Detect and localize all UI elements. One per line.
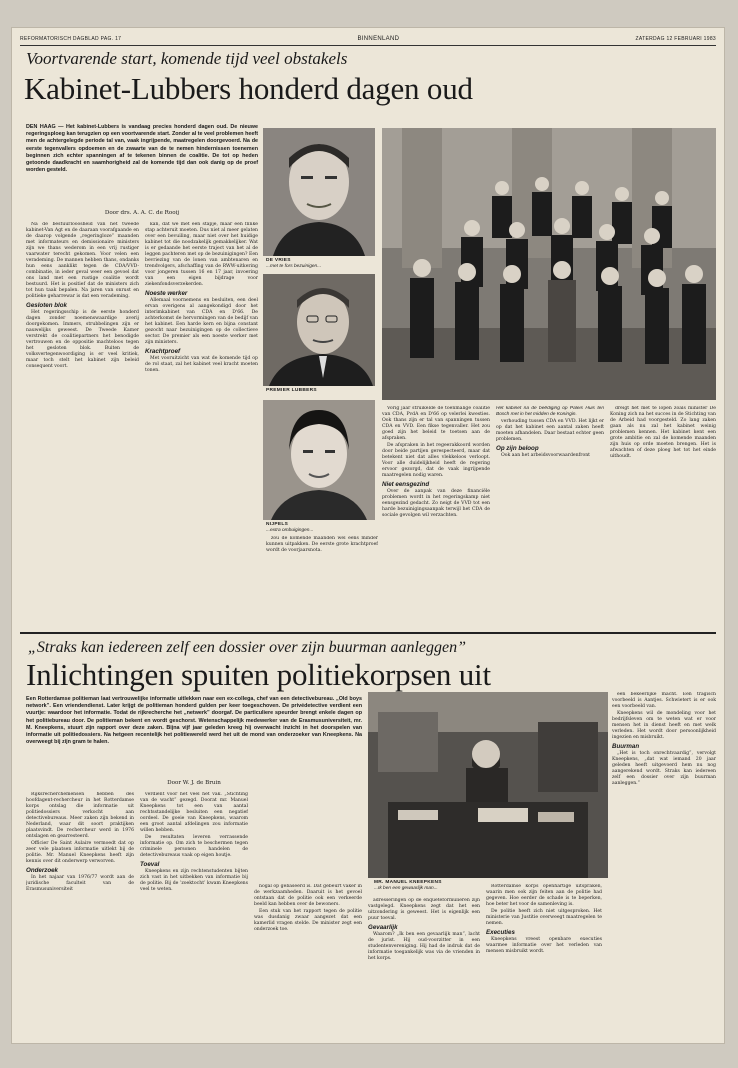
article1-column-2 [145, 222, 258, 626]
photo-cabinet-group [382, 128, 716, 400]
article2-kicker: „Straks kan iedereen zelf een dossier over zijn buurman aanleggen” [28, 639, 467, 656]
paragraph: Vorig jaar struikelde de toenmalige coalitie van CDA, PvdA en D'66 op velerlei kwesties. Ook thans zijn er tal van spanningen tussen CDA en VVD. Een fikse tegenvaller. Het zou goed zijn het beleid te toetsen aan de afspraken. [382, 406, 490, 441]
paragraph: Met vooruitzicht van wat de komende tijd op de rol staat, zal het kabinet veel kracht moeten tonen. [145, 356, 258, 373]
article2-headline: Inlichtingen spuiten politiekorpsen uit [26, 657, 491, 692]
caption-name: PREMIER LUBBERS [266, 388, 317, 393]
paragraph: Waarom? „Ik ben een gevaarlijk man”, lacht de jurist. Hij oud-voorzitter in een studentenvereniging. Hij had de indruk dat de informatie toegankelijk was via de vrienden in het korps. [368, 932, 480, 961]
caption-name: DE VRIES [266, 258, 291, 263]
subheading: Gevaarlijk [368, 924, 398, 931]
paragraph: Ook aan het arbeidsvoorwaardenfront [501, 452, 591, 458]
kneepkens-photo [368, 692, 608, 878]
subheading: Noeste werker [145, 290, 188, 297]
article2-column-3 [254, 884, 362, 1036]
header-date: ZATERDAG 12 FEBRUARI 1983 [635, 36, 716, 42]
caption-quote: ...met te fors bezuinigen... [266, 263, 322, 269]
paragraph: De afspraken in het regeerakkoord worden door beide partijen gerespecteerd, maar dat betekent niet dat alles vlekkeloos verloopt. Voor alle duidelijkheid heeft de regering ervoor gezorgd, dat de vaak ingrijpende maatregelen nodig waren. [382, 443, 490, 478]
caption-name: NIJPELS [266, 522, 289, 527]
article-divider [20, 632, 716, 634]
paragraph: Rotterdamse korps openhartige uitspraken, waarin men ook zijn feiten aan de politie had gegeven. Hoe eerder de schade is te beperken, hoe beter het voor de samenleving is. [486, 884, 602, 907]
header-rule [20, 45, 716, 46]
caption-quote: ...extra ombuigingen... [266, 527, 314, 533]
paragraph: Het regeringsschip is de eerste honderd dagen zonder noemenswaardige averij doorgekomen. Immers, strubbelingen zijn er nauwelijks geweest. De Tweede Kamer verstrekt de coalitiepartners het benodigde vertrouwen en de oppositie machteloos tegen het gesloten blok. Buiten de volksvertegenwoordiging is er veel kritiek, maar toch stelt het kabinet zijn beleid consequent voort. [26, 310, 139, 369]
paragraph: Kneepkens en zijn rechtenstudenten bijten zich vast in het uitbekken van informatie bij de politie. Bij de ‘zoektocht’ kwam Kneepkens veel te weten. [140, 869, 248, 892]
caption-lubbers [266, 388, 376, 394]
paragraph: Officier De Saint Aulaire vermoedt dat op zeer vele plaatsen informatie uitlekt bij de politie. Mr. Manuel Kneepkens heeft zijn kennis over dit onderwerp verworven. [26, 841, 134, 864]
paragraph: adresseringen op de enquêteformulieren zijn vastgelegd. Kneepkens zegt dat het een uitzondering is geweest. Het is eigenlijk een puur toeval. [368, 898, 480, 921]
article2-column-6 [612, 692, 716, 1036]
subheading: Krachtproef [145, 348, 181, 355]
subheading: Toeval [140, 861, 160, 868]
paragraph: Rijksrecherchemensen hebben des hoofdagent-rechercheur in het Rotterdamse korps ontslag die informatie uit politiedossiers verkocht aan detectivebureaus. Meer zaken zijn bekend in Nederland, waar dit soort praktijken plaatsvindt. De rechercheur werd in 1976 ontslagen en gearresteerd. [26, 792, 134, 839]
paragraph: Na de bestuurlooosheid van het tweede kabinet-Van Agt en de daaraan voorafgaande en de daarop volgende „regeringloze” maanden met informateurs en demissionaire ministers zijn we thans wederom in een vrij rustiger vaarwater terecht gekomen. Voor velen een verademing. De mannen hebben thans, ondanks hun eens aanklikt tegen de CDA/VVD-combinatie, in ieder geval weer een gevoel dat ons land met een rustige coalitie wordt bestuurd. Het is positief dat de ministers zich tot hun taak bepalen. Na jaren van onrust en politieke geharrewar is dat een verademing. [26, 222, 139, 299]
caption-kneepkens [374, 880, 474, 892]
group-photo-caption: Het kabinet na de beëdiging op Paleis Huis ten Bosch met in het midden de Koningin. [496, 406, 604, 417]
caption-quote: ...Ik ben een gewaarlijk man... [374, 885, 438, 891]
paragraph: een bekeerlijke macht. Een tragisch voorbeeld is Aantjes. Schwietert is er ook een voorbeeld van. [612, 692, 716, 709]
paragraph: Over de aanpak van deze financiële problemen wordt in het regeringskamp niet eensgezind gedacht. Zo neigt de VVD tot een harde bezuinigingsaanpak terwijl het CDA de sociale gevolgen wil verzachten. [382, 489, 490, 518]
paragraph: kan, dat we met een stapje, maar een flinke stap achteruit moeten. Dus niet al meer gelaten over een bevuiling, maar niet over het huidige kabinet tot die noodzakelijk gemakkelijker. Wat is er gedaande het eerste traject van het al de leggen pachteren met op de bezuinigingen? Een bevriezing van de lonen van ambtenaren en trendvolgers, afschaffing van de RWW-uitkering voor jongeren tussen 16 en 17 jaar, invoering van een eigen bijdrage voor ziekenfondsverzekerden. [145, 222, 258, 287]
article1-byline: Door drs. A. A. C. de Rooij [104, 210, 180, 216]
photo-de-vries [263, 128, 375, 256]
paragraph: verdient voor het veel het vak. „Stichting van de wacht” gezegd. Doorat mr. Manuel Kneepkens tot een van aantal rechtsstandelijke besluiten een negatief oordeel. De goeie van Kneepkens, waarom een groot aantal afdelingen zou informatie willen hebben. [140, 792, 248, 833]
subheading: Onderzoek [26, 867, 58, 874]
article1-column-4 [382, 406, 490, 626]
photo-lubbers [263, 274, 375, 386]
paragraph: De resultaten leveren verrassende informatie op. Om zich te beschermen tegen criminele personen handelen de detectivebureaus vaak op eigen houtje. [140, 835, 248, 858]
paragraph: „Het is toch onrechtvaardig”, vervolgt Kneepkens, „dat wat iemand 20 jaar geleden heeft uitgevoerd hem nu nog aangerekend wordt. Straks kan iedereen zelf een dossier over zijn buurman aanleggen.” [612, 751, 716, 786]
photo-nijpels [263, 400, 375, 520]
paragraph: Allemaal voornemens en besluiten, een deel ervan overigens al aangekondigd door het interimkabinet van CDA en D'66. De achterkomst de hervormingen van de bedijf van het kabinet. Een harde kern en bijna constant gezocht naar bezuinigingen op de collectieve sector. De premier als een noeste werker met zijn ministers. [145, 298, 258, 345]
article2-column-1 [26, 792, 134, 1036]
paragraph: zou de komende maanden wel eens minder kunnen uitpakken. De eerste grote krachtproef wordt de voorjaarsnota. [266, 536, 378, 553]
subheading: Gesloten blok [26, 302, 67, 309]
caption-de-vries [266, 258, 376, 270]
article1-headline: Kabinet-Lubbers honderd dagen oud [24, 71, 473, 106]
caption-name: MR. MANUEL KNEEPKENS [374, 880, 442, 885]
newspaper-page [12, 28, 724, 1043]
paragraph: nogal op gebaseerd is. Dat gebeurt vaker in de werkzaamheden. Daaruit is het gevoel ontstaan dat de politie ook een verkeerde beeld kan hebben over de bewoners. [254, 884, 362, 907]
article2-column-4 [368, 898, 480, 1036]
article1-column-1 [26, 222, 139, 626]
nijpels-portrait [263, 400, 375, 520]
article2-byline: Door W. J. de Bruin [167, 780, 221, 786]
paragraph: Kneepkens vreest openbare executies waarmee informatie over het verleden van mensen misbruikt wordt. [486, 937, 602, 954]
article2-lead: Een Rotterdamse politieman laat vertrouwelijke informatie uitlekken naar een ex-collega, chef van een detectivebureau. „Old boys network”. Een vriendendienst. Later krijgt de politieman honderd gulden per keer toegeschoven. De privédetective verdient een vuurtje: waardoor het informatie. Todat de rijkrecherche het „netwerk” doorgaf. De particuliere speurder brengt enkele dagen op het politiebureau door. De politieman bekent en wordt geschorst. Wetenschappelijk medewerker van de Erasmusuniversiteit, mr. M. Kneepkens, stuurt zijn rapport over deze zaken. Bijna vijf jaar geleden kreeg hij overwacht inzicht in het doorspelen van informatie uit politiedossiers. Na hetgeen recentelijk het politiewereld werd het uit de mond van onderzoeker van Kneepkens. Na overweegt bij zijn gram te halen. [26, 696, 362, 746]
subheading: Niet eensgezind [382, 481, 430, 488]
subheading: Buurman [612, 743, 640, 750]
article1-column-5 [496, 406, 604, 626]
caption-nijpels [266, 522, 376, 534]
paragraph: dreigt het met te lopen zoals minister De Koning zich na het succes in de Stichting van de Arbeid had voorgesteld. Zo lang zaken gaan als nu zal het kabinet weinig problemen kennen. Het kabinet kent een grote ambitie en zal de komende maanden zijn huis op orde moeten brengen. Het is afwachten of deze ploeg het tot het einde uithoudt. [610, 406, 716, 459]
subheading: Op zijn beloop [496, 444, 539, 452]
header-section: BINNENLAND [357, 36, 400, 42]
photo-kneepkens [368, 692, 608, 878]
article1-kicker: Voortvarende start, komende tijd veel obstakels [26, 49, 348, 68]
paragraph: Een stuk van het rapport tegen de politie was dusdanig zwaar aangezet dat een kamerlid vragen stelde. De minister zegt een onderzoek toe. [254, 909, 362, 932]
article1-column-3 [266, 536, 378, 626]
page-header [20, 34, 716, 44]
paragraph: De politie heeft zich niet uitgesproken. Het ministerie van Justitie overweegt maatregelen te nemen. [486, 909, 602, 926]
paragraph: Kneepkens wil de mondeling voor het bedrijfsleven om te weten wat er voor mensen het in dienst heeft en met welk verleden. Het wordt door persoonlijkheid ingezien en misbruikt. [612, 711, 716, 740]
de-vries-portrait [263, 128, 375, 256]
article2-column-5 [486, 884, 602, 1036]
paragraph: In het najaar van 1976/77 wordt aan de juridische faculteit van de Erasmusuniversiteit [26, 875, 134, 892]
paragraph: verhouding tussen CDA en VVD. Het lijkt er op dat het kabinet een aantal zaken heeft moeten afhandelen. Daar bestaat echter geen problemen. [496, 418, 604, 442]
article2-column-2 [140, 792, 248, 1036]
article1-lead: DEN HAAG — Het kabinet-Lubbers is vandaag precies honderd dagen oud. De nieuwe regeringsploeg kan terugzien op een voortvarende start. Zonder al te veel problemen heeft men de achtergelegde periode tal van, vaak ingrijpende, maatregelen doorgevoerd. Na de eerste tegenvallers opdoemen en de zwaarte van de te nemen hindernissen toenemen beginnen zich echter spanningen af te tekenen binnen de coalitie. De tot op heden getoonde daadkracht en saamhorigheid zal de komende tijd dan ook danig op de proef worden gesteld. [26, 124, 258, 174]
subheading: Executies [486, 929, 515, 936]
cabinet-group-photo [382, 128, 716, 400]
header-paper-name: REFORMATORISCH DAGBLAD PAG. 17 [20, 36, 122, 42]
article1-column-6 [610, 406, 716, 626]
lubbers-portrait [263, 274, 375, 386]
